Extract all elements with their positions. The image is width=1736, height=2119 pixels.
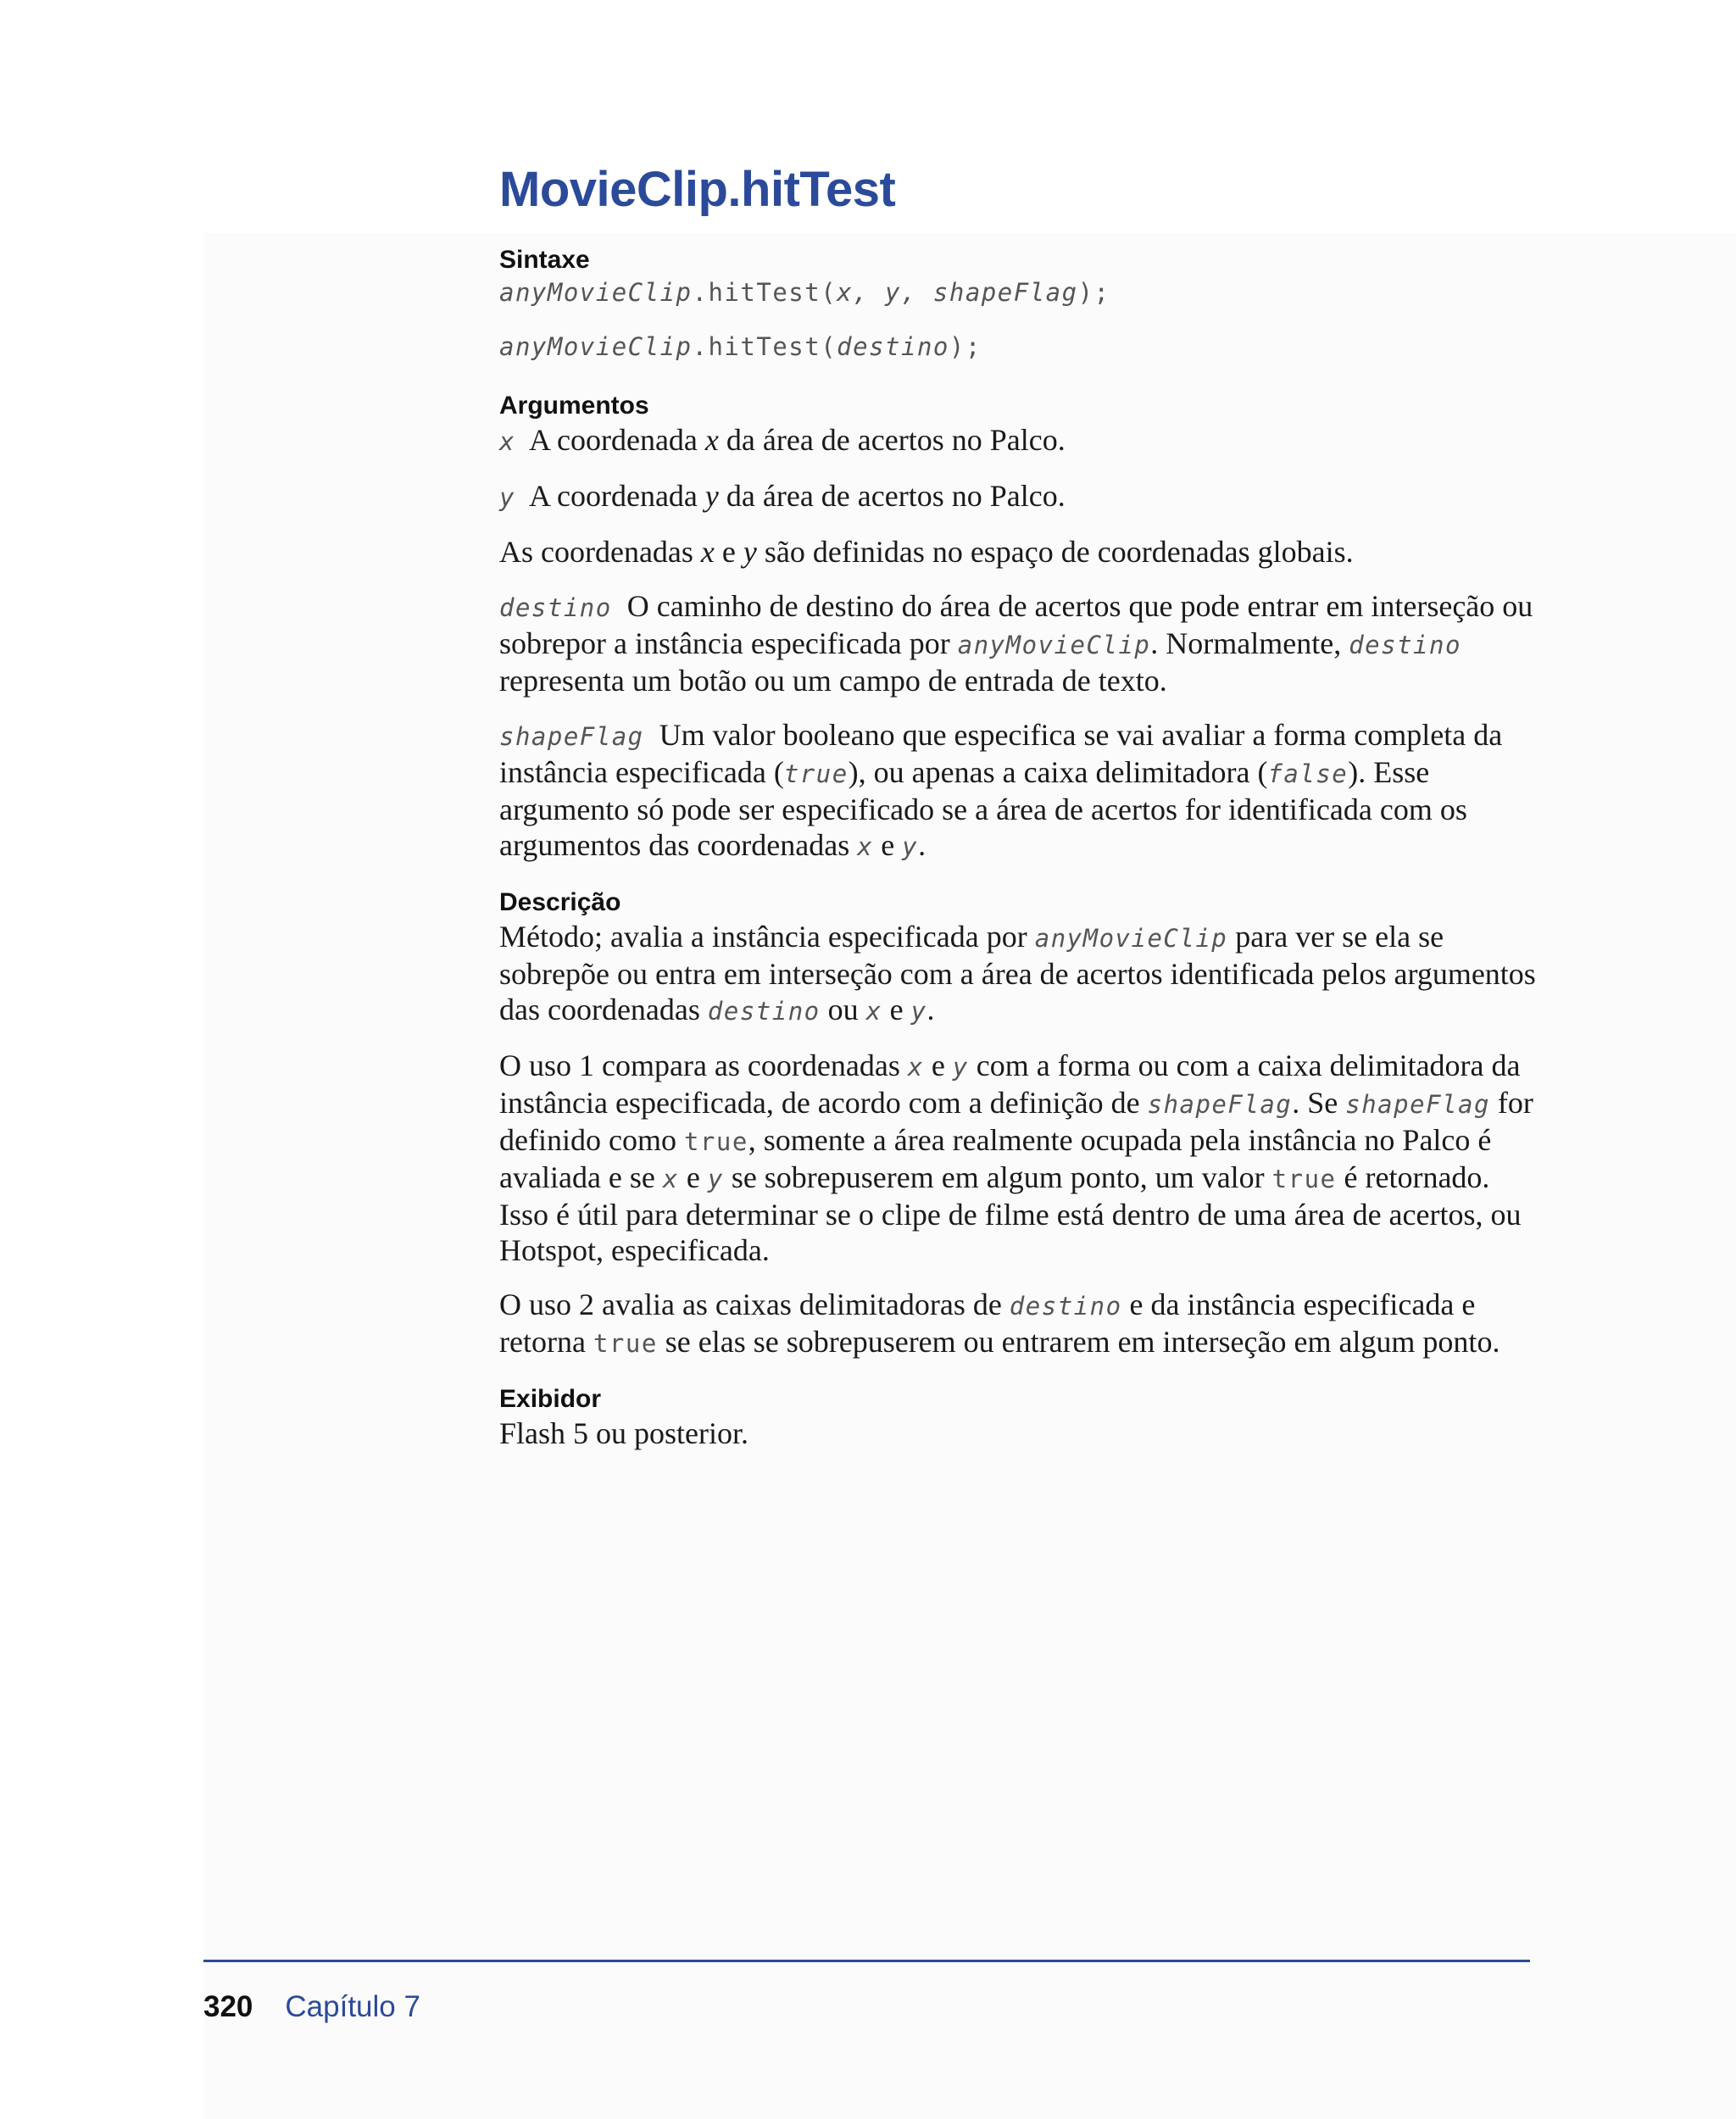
heading-sintaxe: Sintaxe: [499, 246, 590, 274]
heading-exibidor: Exibidor: [499, 1385, 602, 1413]
arg-coords-note: As coordenadas x e y são definidas no espaço de coordenadas globais.: [499, 535, 1354, 569]
page-title: MovieClip.hitTest: [499, 162, 896, 217]
page-content: [499, 158, 1542, 1451]
arg-x: x A coordenada x da área de acertos no Palco.: [499, 423, 1066, 457]
syntax-line-2: anyMovieClip.hitTest(destino);: [499, 332, 982, 361]
syntax-line-1: anyMovieClip.hitTest(x, y, shapeFlag);: [499, 278, 1110, 307]
section-sintaxe: [499, 244, 1542, 368]
heading-argumentos: Argumentos: [499, 392, 649, 420]
descricao-p2: O uso 1 compara as coordenadas x e y com a forma ou com a caixa delimitadora da instância especificada, de acordo com a definição de shapeFlag. Se shapeFlag for definido como true, somente a área realmente ocupada pela instância no Palco é avaliada e se x e y se sobrepuserem em algum ponto, um valor true é retornado. Isso é útil para determinar se o clipe de filme está dentro de uma área de acertos, ou Hotspot, especificada.: [499, 1048, 1533, 1267]
heading-descricao: Descrição: [499, 888, 621, 916]
section-descricao: [499, 887, 1542, 1361]
arg-destino: destino O caminho de destino do área de acertos que pode entrar em interseção ou sobrepor a instância especificada por anyMovieClip. Normalmente, destino representa um botão ou um campo de entrada de texto.: [499, 589, 1533, 698]
descricao-p1: Método; avalia a instância especificada por anyMovieClip para ver se ela se sobrepõe ou entra em interseção com a área de acertos identificada pelos argumentos das coordenadas destino ou x e y.: [499, 920, 1536, 1026]
page-number: 320: [203, 1990, 253, 2023]
chapter-label: Capítulo 7: [285, 1990, 420, 2023]
descricao-p3: O uso 2 avalia as caixas delimitadoras de destino e da instância especificada e retorna true se elas se sobrepuserem ou entrarem em interseção em algum ponto.: [499, 1288, 1500, 1359]
footer-rule: [203, 1960, 1530, 1962]
page-footer: [203, 1990, 420, 2024]
section-argumentos: [499, 390, 1542, 865]
arg-y: y A coordenada y da área de acertos no Palco.: [499, 479, 1066, 513]
section-exibidor: [499, 1383, 1542, 1451]
exibidor-text: Flash 5 ou posterior.: [499, 1416, 748, 1450]
arg-shapeflag: shapeFlag Um valor booleano que especifica se vai avaliar a forma completa da instância especificada (true), ou apenas a caixa delimitadora (false). Esse argumento só pode ser especificado se a área de acertos for identificada com os argumentos das coordenadas x e y.: [499, 718, 1503, 862]
